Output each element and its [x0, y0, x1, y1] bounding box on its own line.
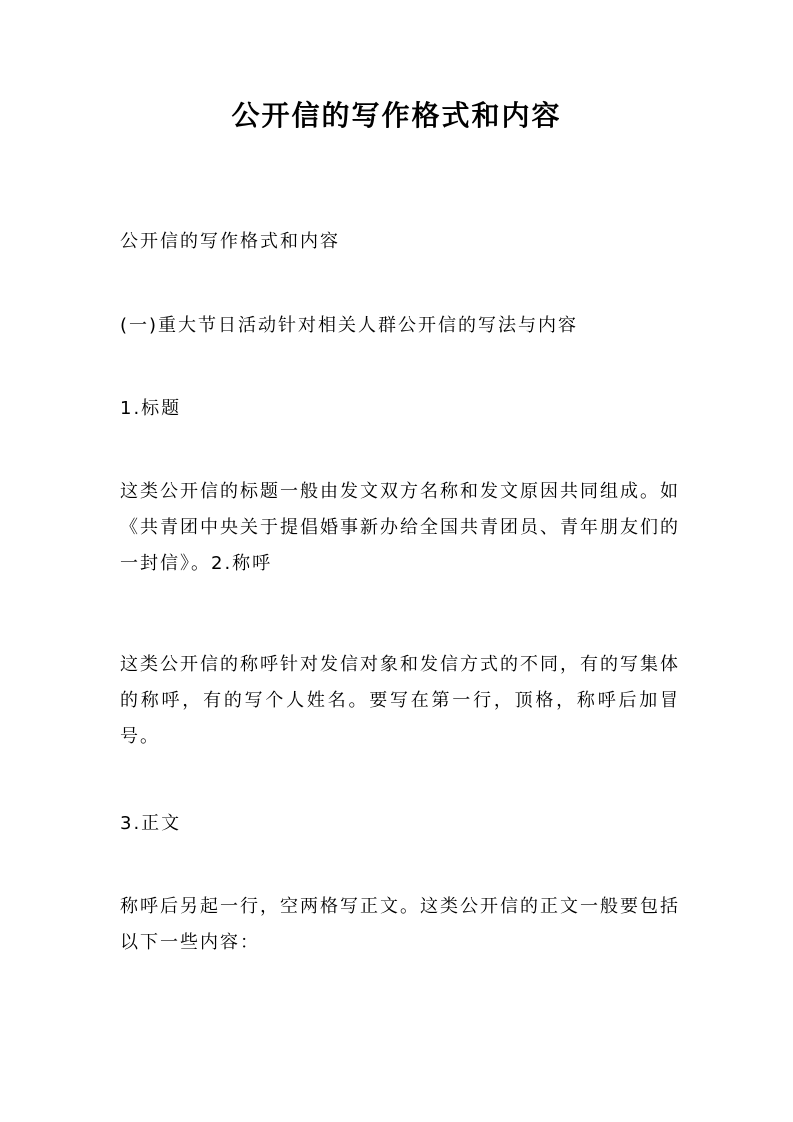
document-title: 公开信的写作格式和内容	[231, 99, 562, 132]
body-paragraph-salutation-desc: 这类公开信的称呼针对发信对象和发信方式的不同，有的写集体的称呼，有的写个人姓名。要写在第一行，顶格，称呼后加冒号。	[120, 654, 680, 747]
heading-body-item: 3.正文	[120, 813, 182, 834]
subtitle-paragraph: 公开信的写作格式和内容	[120, 231, 340, 252]
heading-title-item: 1.标题	[120, 398, 182, 419]
body-paragraph-title-desc: 这类公开信的标题一般由发文双方名称和发文原因共同组成。如《共青团中央关于提倡婚事新办给全国共青团员、青年朋友们的一封信》。2.称呼	[120, 481, 680, 574]
body-paragraph-main-text-desc: 称呼后另起一行，空两格写正文。这类公开信的正文一般要包括以下一些内容：	[120, 896, 680, 953]
section-heading: (一)重大节日活动针对相关人群公开信的写法与内容	[120, 315, 579, 336]
